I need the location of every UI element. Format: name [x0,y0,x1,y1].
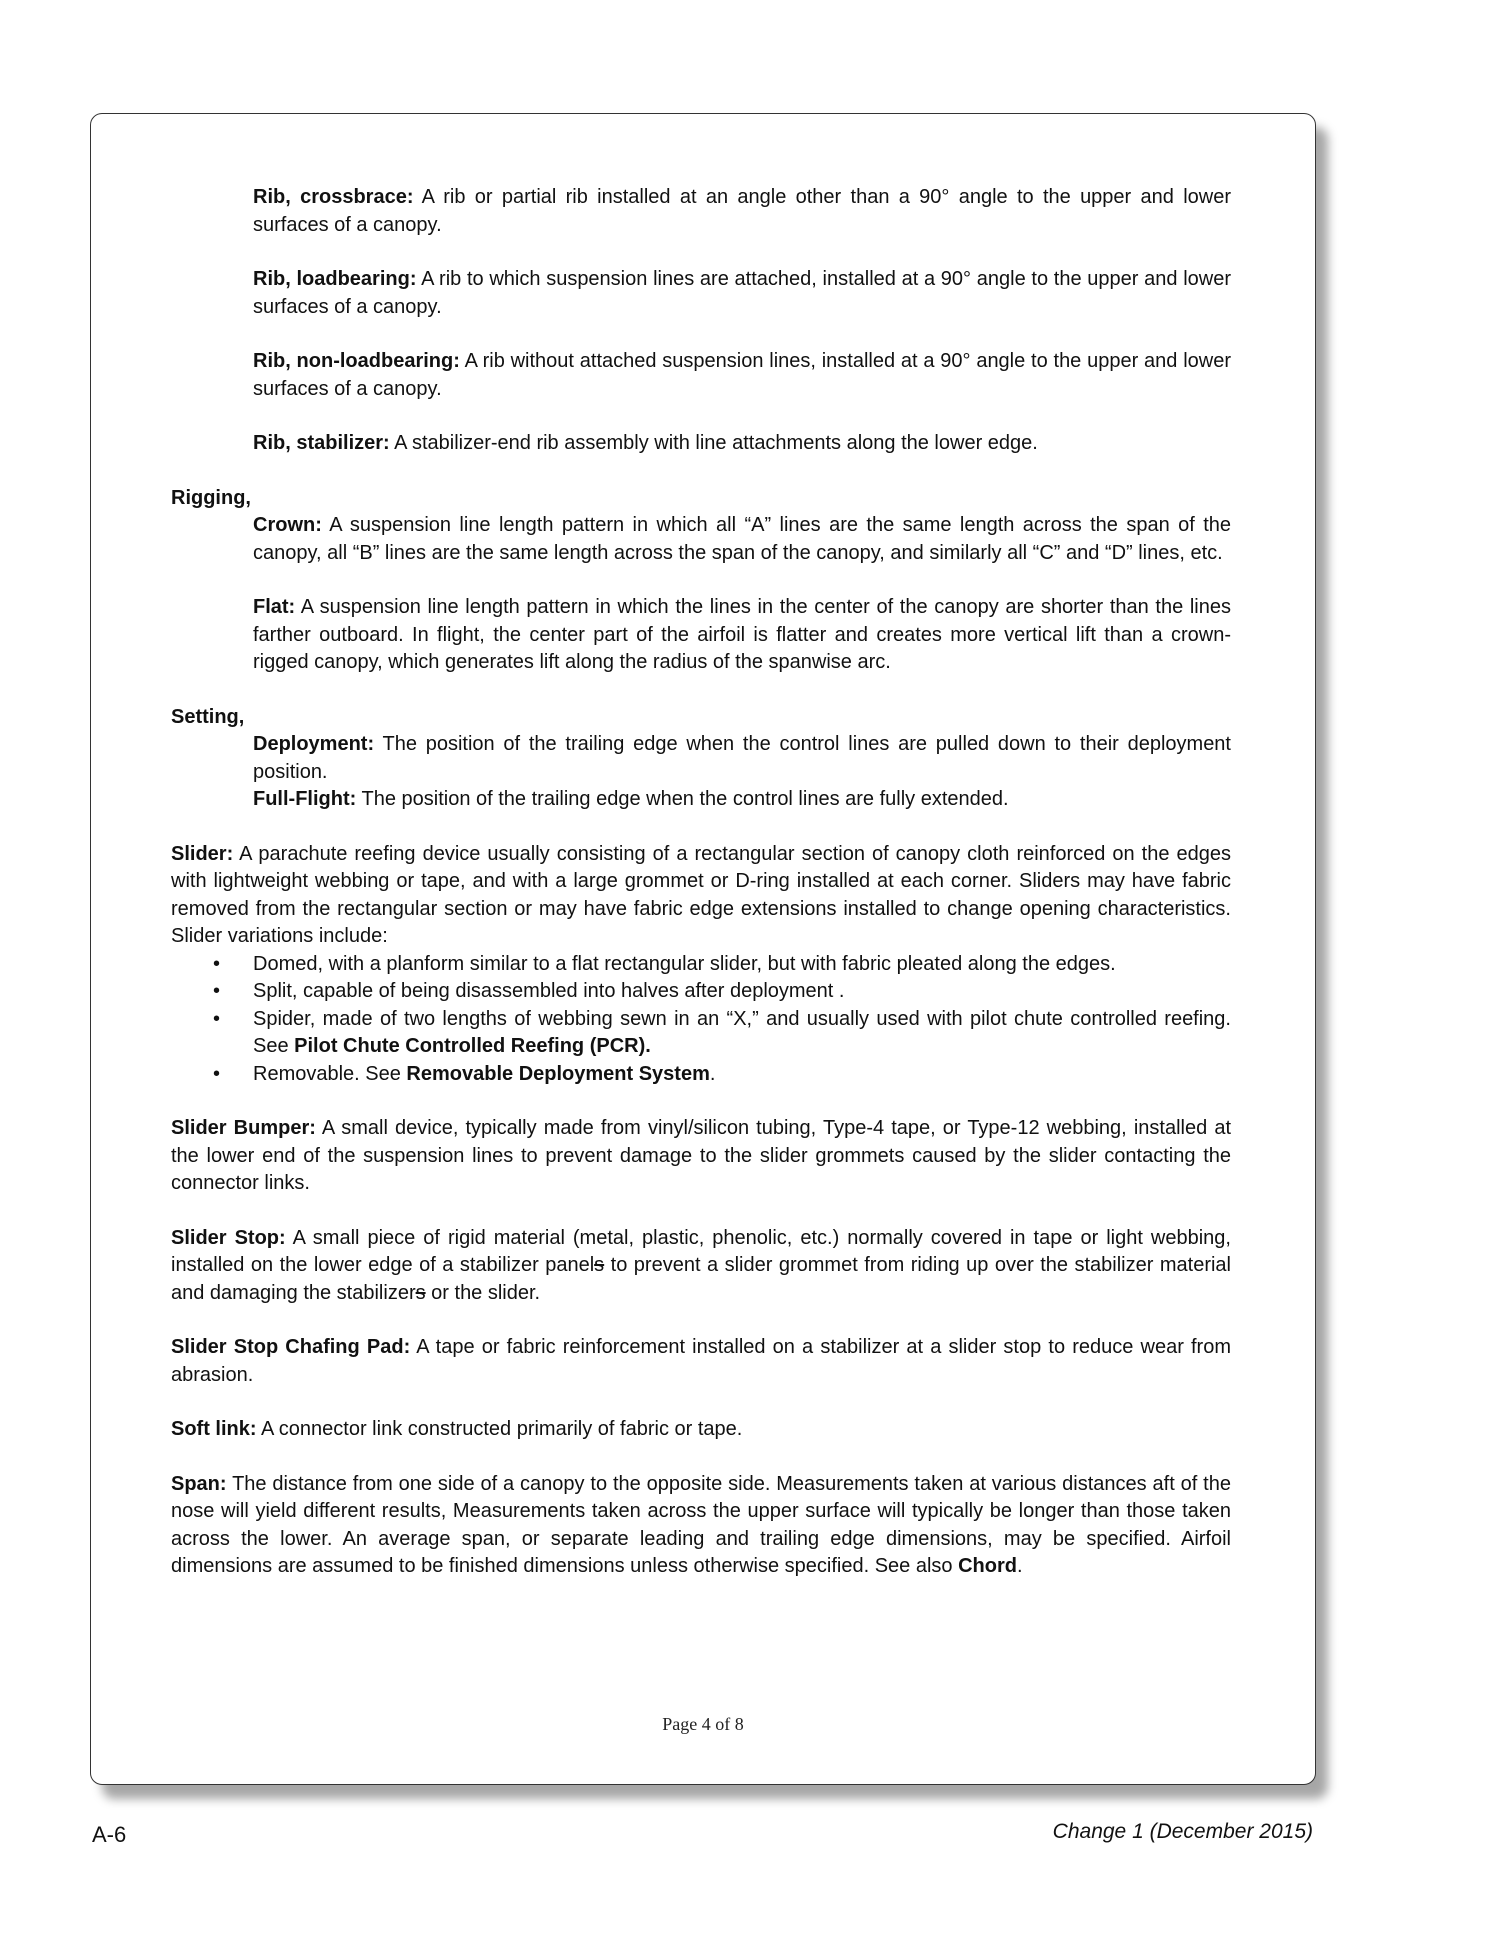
bullet: • [213,1007,221,1030]
list-item [171,1006,1231,1061]
list-item-text: Split, capable of being disassembled into halves after deployment . [253,980,845,1002]
definition: A parachute reefing device usually consisting of a rectangular section of canopy cloth reinforced on the edges with lightweight webbing or tape, and with a large grommet or D-ring installed at each corner. Sliders may have fabric removed from the rectangular section or may have fabric edge extensions installed to change opening characteristics. Slider variations include: [171,842,1231,947]
definition: A small device, typically made from vinyl/silicon tubing, Type-4 tape, or Type-12 webbing, installed at the lower end of the suspension lines to prevent damage to the slider grommets caused by the slider contacting the connector links. [171,1117,1231,1194]
list-item [171,1061,1231,1089]
bullet: • [213,1062,221,1085]
page-frame [90,113,1316,1785]
slider-variations-list [171,951,1231,1089]
term: Rib, crossbrace: [253,186,414,208]
glossary-content [171,184,1231,1581]
term: Flat: [253,596,296,618]
definition: A connector link constructed primarily of fabric or tape. [256,1418,743,1440]
list-item-text: Spider, made of two lengths of webbing sewn in an “X,” and usually used with pilot chute controlled reefing. See [253,1007,1231,1057]
footer-revision: Change 1 (December 2015) [1052,1820,1313,1843]
term: Slider Stop: [171,1226,286,1249]
entry-slider-stop [171,1225,1231,1308]
definition: to prevent a slider grommet from riding up over the stabilizer material and damaging the stabilizer [171,1254,1231,1304]
cross-reference: Chord [958,1555,1017,1577]
term: Full-Flight: [253,788,357,810]
term: Rib, loadbearing: [253,268,417,290]
definition: The position of the trailing edge when the control lines are pulled down to their deployment position. [253,733,1231,783]
definition: A tape or fabric reinforcement installed on a stabilizer at a slider stop to reduce wear from abrasion. [171,1336,1232,1386]
entry-rib-stabilizer [253,430,1231,458]
footer-page-id: A-6 [92,1822,127,1847]
entry-setting-deployment [253,731,1231,786]
struck-text: s [415,1281,426,1304]
definition-end: . [1017,1555,1023,1577]
term: Slider: [171,842,234,865]
list-item-end: . [709,1062,716,1085]
entry-slider-stop-chafing-pad [171,1334,1231,1389]
entry-slider-bumper [171,1115,1231,1198]
heading-setting: Setting, [171,705,245,728]
definition: The distance from one side of a canopy to the opposite side. Measurements taken at various distances aft of the nose will yield different results, Measurements taken across the upper surface will typically be longer than those taken across the lower. An average span, or separate leading and trailing edge dimensions, may be specified. Airfoil dimensions are assumed to be finished dimensions unless otherwise specified. See also [171,1472,1231,1577]
cross-reference: Pilot Chute Controlled Reefing (PCR). [294,1035,651,1057]
list-item [171,951,1231,979]
term: Slider Bumper: [171,1117,316,1139]
term: Crown: [253,514,322,536]
entry-rib-loadbearing [253,266,1231,321]
bullet: • [213,980,221,1002]
definition: A small piece of rigid material (metal, plastic, phenolic, etc.) normally covered in tape or light webbing, installed on the lower edge of a stabilizer panel [171,1226,1231,1276]
entry-rib-nonloadbearing [253,348,1231,403]
definition: The position of the trailing edge when the control lines are fully extended. [356,788,1009,810]
definition: A stabilizer-end rib assembly with line attachments along the lower edge. [389,432,1038,454]
term: Slider Stop Chafing Pad: [171,1336,411,1358]
entry-setting-full-flight [253,786,1231,814]
entry-rib-crossbrace [253,184,1231,239]
struck-text: s [594,1254,605,1276]
entry-soft-link [171,1416,1231,1444]
entry-slider [171,841,1231,951]
cross-reference: Removable Deployment System [406,1062,710,1085]
bullet: • [213,952,221,975]
list-item [171,978,1231,1006]
term: Rib, stabilizer: [253,432,390,454]
definition: A suspension line length pattern in which the lines in the center of the canopy are shorter than the lines farther outboard. In flight, the center part of the airfoil is flatter and creates more vertical lift than a crown-rigged canopy, which generates lift along the radius of the spanwise arc. [253,596,1231,673]
term: Span: [171,1472,227,1495]
definition: A rib without attached suspension lines, installed at a 90° angle to the upper and lower surfaces of a canopy. [253,350,1231,400]
page-number: Page 4 of 8 [662,1714,744,1734]
entry-span [171,1471,1231,1581]
entry-rigging-crown [253,512,1231,567]
heading-rigging: Rigging, [171,486,251,509]
entry-rigging-flat [253,594,1231,677]
definition: A suspension line length pattern in which all “A” lines are the same length across the span of the canopy, all “B” lines are the same length across the span of the canopy, and similarly all “C” and “D” lines, etc. [253,514,1231,564]
list-item-text: Removable. See [253,1062,407,1085]
definition: or the slider. [425,1281,541,1304]
definition: A rib or partial rib installed at an angle other than a 90° angle to the upper and lower surfaces of a canopy. [253,186,1231,236]
term: Soft link: [171,1418,257,1440]
definition: A rib to which suspension lines are attached, installed at a 90° angle to the upper and lower surfaces of a canopy. [253,268,1232,318]
list-item-text: Domed, with a planform similar to a flat rectangular slider, but with fabric pleated along the edges. [253,952,1116,975]
term: Rib, non-loadbearing: [253,350,460,372]
term: Deployment: [253,733,375,755]
